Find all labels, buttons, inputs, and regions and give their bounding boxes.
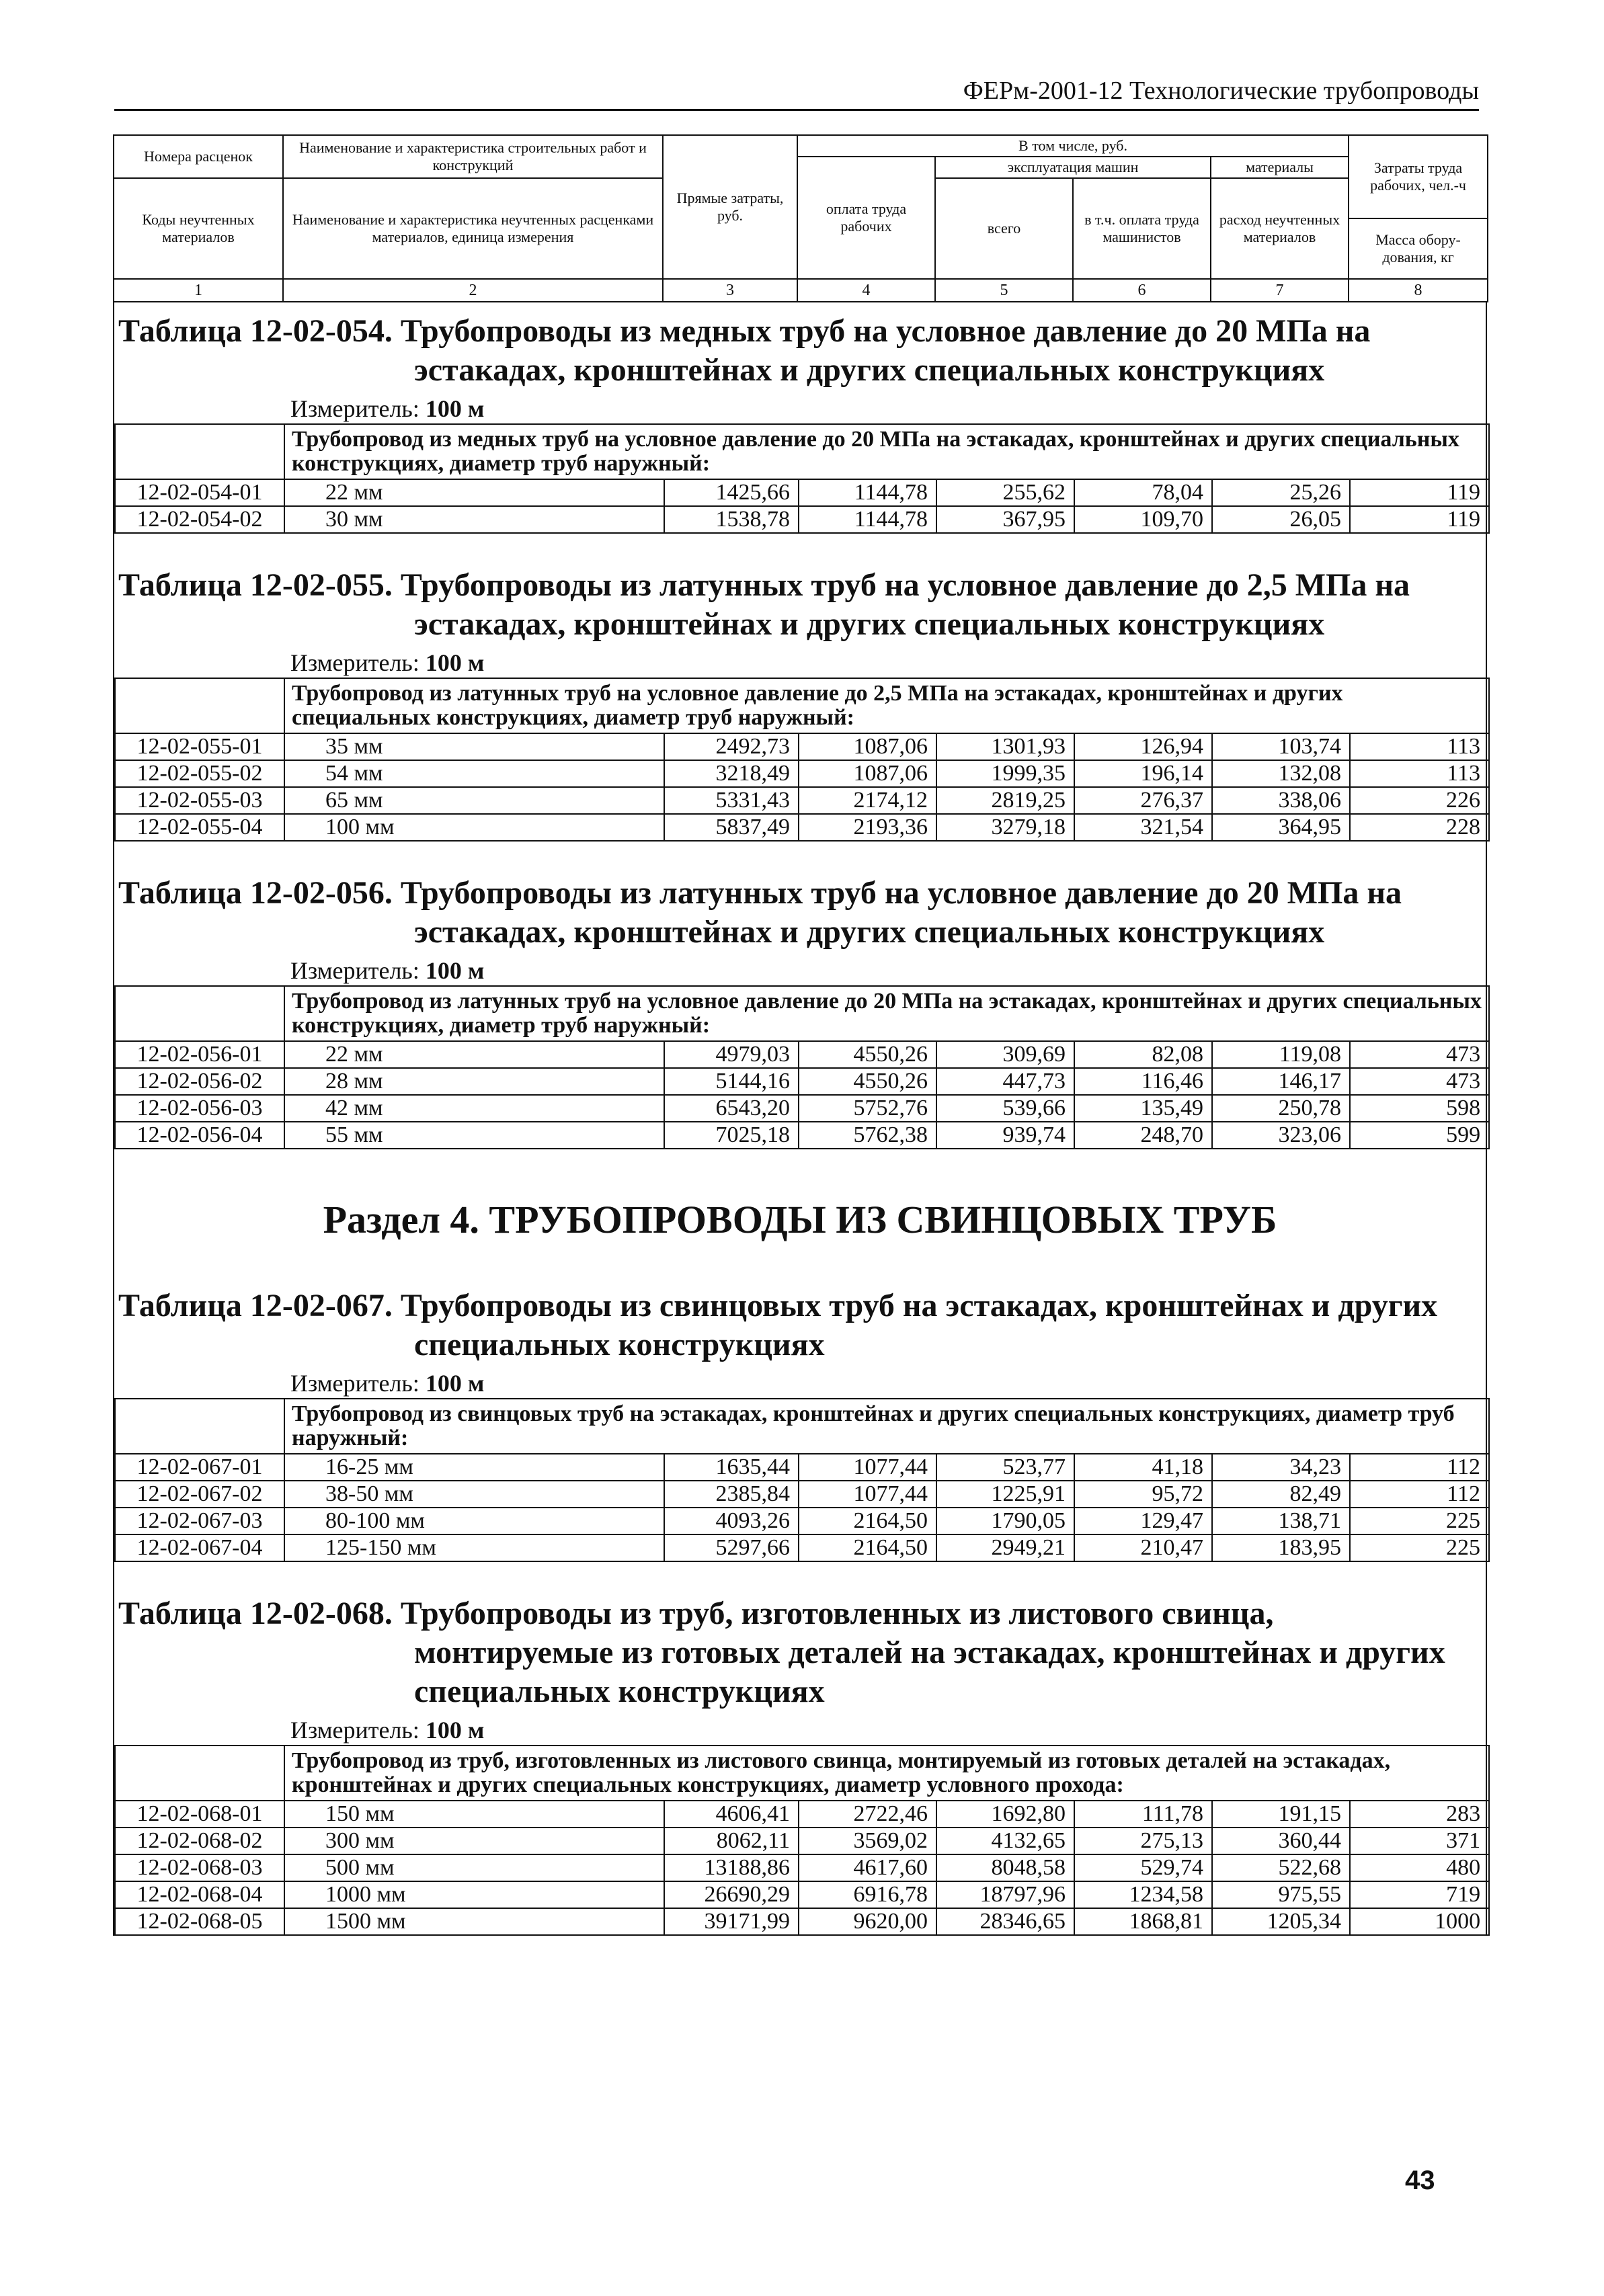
header-labor-costs: Затраты труда рабочих, чел.-ч <box>1349 135 1488 218</box>
cell-work-spec: 1500 мм <box>284 1908 664 1935</box>
header-direct-costs: Прямые затраты, руб. <box>663 135 797 279</box>
cell-rate-code: 12-02-068-02 <box>115 1828 284 1854</box>
cell-machinist-wages: 275,13 <box>1074 1828 1212 1854</box>
cell-machinist-wages: 529,74 <box>1074 1854 1212 1881</box>
table-spacer <box>113 534 1487 557</box>
cell-rate-code: 12-02-055-03 <box>115 787 284 814</box>
cell-labor-hours: 112 <box>1350 1454 1489 1481</box>
cell-direct-costs: 1425,66 <box>664 479 799 506</box>
measure-unit-label: Измеритель: <box>290 649 419 676</box>
header-machines-total: всего <box>935 178 1073 279</box>
cell-labor-hours: 113 <box>1350 760 1489 787</box>
intro-empty-cell <box>115 1399 284 1454</box>
cell-work-spec: 100 мм <box>284 814 664 841</box>
table-row <box>115 1854 1489 1881</box>
cell-worker-wages: 2164,50 <box>799 1508 936 1534</box>
header-material-names: Наименование и характеристика неучтенных расценками материалов, единица измерения <box>283 178 663 279</box>
cell-direct-costs: 5837,49 <box>664 814 799 841</box>
cell-rate-code: 12-02-068-01 <box>115 1801 284 1828</box>
cell-machines-total: 3279,18 <box>936 814 1074 841</box>
table-intro-row <box>115 1746 1489 1801</box>
rate-table-block <box>113 557 1487 842</box>
cell-machines-total: 1790,05 <box>936 1508 1074 1534</box>
cell-materials-cost: 25,26 <box>1212 479 1350 506</box>
cell-direct-costs: 2492,73 <box>664 733 799 760</box>
cell-labor-hours: 225 <box>1350 1534 1489 1561</box>
cell-rate-code: 12-02-055-04 <box>115 814 284 841</box>
header-equipment-mass: Масса обору-дования, кг <box>1349 218 1488 279</box>
cell-direct-costs: 4093,26 <box>664 1508 799 1534</box>
table-title-line: Трубопроводы из свинцовых труб на эстакадах, кронштейнах и других <box>400 1288 1438 1323</box>
table-row <box>115 506 1489 533</box>
cell-labor-hours: 480 <box>1350 1854 1489 1881</box>
cell-work-spec: 22 мм <box>284 479 664 506</box>
cell-worker-wages: 5762,38 <box>799 1122 936 1149</box>
cell-direct-costs: 6543,20 <box>664 1095 799 1122</box>
measure-unit-value: 100 м <box>425 1717 485 1744</box>
cell-materials-cost: 82,49 <box>1212 1481 1350 1508</box>
table-intro-row <box>115 424 1489 479</box>
cell-machinist-wages: 109,70 <box>1074 506 1212 533</box>
header-work-name: Наименование и характеристика строительных работ и конструкций <box>283 135 663 178</box>
cell-work-spec: 500 мм <box>284 1854 664 1881</box>
table-title-line: эстакадах, кронштейнах и других специальных конструкциях <box>414 352 1325 388</box>
cell-rate-code: 12-02-067-04 <box>115 1534 284 1561</box>
cell-machines-total: 255,62 <box>936 479 1074 506</box>
column-number: 2 <box>283 279 663 302</box>
cell-work-spec: 42 мм <box>284 1095 664 1122</box>
column-header-table <box>113 134 1488 302</box>
cell-work-spec: 28 мм <box>284 1068 664 1095</box>
measure-unit-label: Измеритель: <box>290 395 419 422</box>
cell-materials-cost: 323,06 <box>1212 1122 1350 1149</box>
cell-direct-costs: 3218,49 <box>664 760 799 787</box>
intro-empty-cell <box>115 424 284 479</box>
cell-worker-wages: 5752,76 <box>799 1095 936 1122</box>
cell-worker-wages: 1087,06 <box>799 733 936 760</box>
cell-direct-costs: 39171,99 <box>664 1908 799 1935</box>
table-title-line: эстакадах, кронштейнах и других специальных конструкциях <box>414 606 1325 642</box>
table-title <box>114 1277 1486 1368</box>
cell-rate-code: 12-02-068-03 <box>115 1854 284 1881</box>
cell-machines-total: 18797,96 <box>936 1881 1074 1908</box>
cell-machinist-wages: 210,47 <box>1074 1534 1212 1561</box>
cell-work-spec: 35 мм <box>284 733 664 760</box>
table-intro-row <box>115 678 1489 733</box>
cell-machines-total: 539,66 <box>936 1095 1074 1122</box>
cell-labor-hours: 473 <box>1350 1041 1489 1068</box>
measure-unit <box>114 1715 1486 1745</box>
cell-labor-hours: 473 <box>1350 1068 1489 1095</box>
measure-unit-label: Измеритель: <box>290 1717 419 1744</box>
cell-rate-code: 12-02-056-04 <box>115 1122 284 1149</box>
intro-empty-cell <box>115 678 284 733</box>
cell-work-spec: 1000 мм <box>284 1881 664 1908</box>
measure-unit-label: Измеритель: <box>290 1370 419 1397</box>
cell-labor-hours: 119 <box>1350 479 1489 506</box>
cell-direct-costs: 2385,84 <box>664 1481 799 1508</box>
cell-materials-cost: 250,78 <box>1212 1095 1350 1122</box>
cell-machines-total: 28346,65 <box>936 1908 1074 1935</box>
cell-rate-code: 12-02-056-03 <box>115 1095 284 1122</box>
cell-materials-cost: 34,23 <box>1212 1454 1350 1481</box>
table-title-line: специальных конструкциях <box>414 1327 825 1362</box>
cell-work-spec: 80-100 мм <box>284 1508 664 1534</box>
cell-machinist-wages: 129,47 <box>1074 1508 1212 1534</box>
cell-machinist-wages: 196,14 <box>1074 760 1212 787</box>
rate-table-block <box>113 1585 1487 1936</box>
cell-materials-cost: 1205,34 <box>1212 1908 1350 1935</box>
cell-machines-total: 309,69 <box>936 1041 1074 1068</box>
cell-machines-total: 4132,65 <box>936 1828 1074 1854</box>
column-number: 8 <box>1349 279 1488 302</box>
cell-machines-total: 523,77 <box>936 1454 1074 1481</box>
intro-empty-cell <box>115 986 284 1041</box>
table-number: Таблица 12-02-055. <box>118 567 393 603</box>
table-row <box>115 1508 1489 1534</box>
cell-work-spec: 125-150 мм <box>284 1534 664 1561</box>
cell-worker-wages: 1144,78 <box>799 479 936 506</box>
cell-rate-code: 12-02-067-01 <box>115 1454 284 1481</box>
cell-direct-costs: 4979,03 <box>664 1041 799 1068</box>
table-intro-text: Трубопровод из свинцовых труб на эстакадах, кронштейнах и других специальных конструкциях, диаметр труб наружный: <box>284 1399 1489 1454</box>
cell-rate-code: 12-02-056-02 <box>115 1068 284 1095</box>
table-intro-text: Трубопровод из медных труб на условное давление до 20 МПа на эстакадах, кронштейнах и других специальных конструкциях, диаметр труб наружный: <box>284 424 1489 479</box>
page-header: ФЕРм-2001-12 Технологические трубопроводы <box>114 74 1479 111</box>
cell-direct-costs: 5297,66 <box>664 1534 799 1561</box>
table-intro-text: Трубопровод из латунных труб на условное давление до 20 МПа на эстакадах, кронштейнах и других специальных конструкциях, диаметр труб наружный: <box>284 986 1489 1041</box>
cell-materials-cost: 119,08 <box>1212 1041 1350 1068</box>
table-intro-row <box>115 1399 1489 1454</box>
cell-direct-costs: 5331,43 <box>664 787 799 814</box>
cell-labor-hours: 719 <box>1350 1881 1489 1908</box>
rate-tables <box>113 302 1487 1936</box>
column-number: 4 <box>797 279 935 302</box>
column-number: 1 <box>114 279 283 302</box>
cell-direct-costs: 8062,11 <box>664 1828 799 1854</box>
cell-materials-cost: 975,55 <box>1212 1881 1350 1908</box>
cell-machines-total: 1225,91 <box>936 1481 1074 1508</box>
cell-materials-cost: 360,44 <box>1212 1828 1350 1854</box>
cell-machines-total: 939,74 <box>936 1122 1074 1149</box>
table-title-line: эстакадах, кронштейнах и других специальных конструкциях <box>414 914 1325 950</box>
column-number: 3 <box>663 279 797 302</box>
column-number: 6 <box>1073 279 1211 302</box>
cell-machinist-wages: 116,46 <box>1074 1068 1212 1095</box>
table-row <box>115 1881 1489 1908</box>
cell-materials-cost: 183,95 <box>1212 1534 1350 1561</box>
cell-materials-cost: 138,71 <box>1212 1508 1350 1534</box>
measure-unit-value: 100 м <box>425 649 485 676</box>
table-title <box>114 557 1486 648</box>
cell-worker-wages: 1077,44 <box>799 1454 936 1481</box>
table-title-line: Трубопроводы из медных труб на условное давление до 20 МПа на <box>400 313 1371 349</box>
table-row <box>115 479 1489 506</box>
cell-work-spec: 65 мм <box>284 787 664 814</box>
cell-worker-wages: 2174,12 <box>799 787 936 814</box>
cell-worker-wages: 1144,78 <box>799 506 936 533</box>
table-spacer <box>113 1562 1487 1585</box>
table-title-line: Трубопроводы из латунных труб на условное давление до 20 МПа на <box>400 875 1402 911</box>
cell-labor-hours: 226 <box>1350 787 1489 814</box>
table-spacer <box>113 842 1487 864</box>
cell-work-spec: 16-25 мм <box>284 1454 664 1481</box>
cell-machinist-wages: 111,78 <box>1074 1801 1212 1828</box>
header-machinist-wages: в т.ч. оплата труда машинистов <box>1073 178 1211 279</box>
rate-table-block <box>113 864 1487 1149</box>
table-number: Таблица 12-02-056. <box>118 875 393 911</box>
measure-unit <box>114 648 1486 678</box>
table-row <box>115 1481 1489 1508</box>
table-row <box>115 760 1489 787</box>
cell-direct-costs: 7025,18 <box>664 1122 799 1149</box>
cell-machines-total: 1999,35 <box>936 760 1074 787</box>
table-number: Таблица 12-02-054. <box>118 313 393 349</box>
header-materials: материалы <box>1211 157 1349 178</box>
cell-worker-wages: 4550,26 <box>799 1068 936 1095</box>
cell-rate-code: 12-02-054-02 <box>115 506 284 533</box>
cell-machinist-wages: 1234,58 <box>1074 1881 1212 1908</box>
rate-table <box>114 1745 1490 1936</box>
cell-materials-cost: 132,08 <box>1212 760 1350 787</box>
cell-worker-wages: 3569,02 <box>799 1828 936 1854</box>
cell-machines-total: 1301,93 <box>936 733 1074 760</box>
measure-unit-value: 100 м <box>425 395 485 422</box>
cell-rate-code: 12-02-055-02 <box>115 760 284 787</box>
cell-rate-code: 12-02-067-03 <box>115 1508 284 1534</box>
cell-labor-hours: 598 <box>1350 1095 1489 1122</box>
cell-materials-cost: 364,95 <box>1212 814 1350 841</box>
cell-materials-cost: 146,17 <box>1212 1068 1350 1095</box>
cell-machinist-wages: 276,37 <box>1074 787 1212 814</box>
table-title <box>114 864 1486 956</box>
header-worker-wages: оплата труда рабочих <box>797 157 935 279</box>
table-title-line: Трубопроводы из латунных труб на условное давление до 2,5 МПа на <box>400 567 1410 603</box>
cell-work-spec: 150 мм <box>284 1801 664 1828</box>
table-title <box>114 302 1486 394</box>
cell-worker-wages: 2193,36 <box>799 814 936 841</box>
cell-labor-hours: 599 <box>1350 1122 1489 1149</box>
table-row <box>115 1534 1489 1561</box>
cell-materials-cost: 103,74 <box>1212 733 1350 760</box>
cell-work-spec: 300 мм <box>284 1828 664 1854</box>
cell-work-spec: 55 мм <box>284 1122 664 1149</box>
cell-work-spec: 38-50 мм <box>284 1481 664 1508</box>
table-intro-text: Трубопровод из труб, изготовленных из листового свинца, монтируемый из готовых деталей на эстакадах, кронштейнах и других специальных конструкциях, диаметр условного прохода: <box>284 1746 1489 1801</box>
cell-materials-cost: 191,15 <box>1212 1801 1350 1828</box>
table-row <box>115 1828 1489 1854</box>
cell-worker-wages: 6916,78 <box>799 1881 936 1908</box>
table-row <box>115 1068 1489 1095</box>
cell-labor-hours: 228 <box>1350 814 1489 841</box>
table-intro-text: Трубопровод из латунных труб на условное давление до 2,5 МПа на эстакадах, кронштейнах и других специальных конструкциях, диаметр труб наружный: <box>284 678 1489 733</box>
table-number: Таблица 12-02-068. <box>118 1596 393 1631</box>
rate-table <box>114 985 1490 1149</box>
table-intro-row <box>115 986 1489 1041</box>
cell-direct-costs: 1538,78 <box>664 506 799 533</box>
cell-rate-code: 12-02-068-05 <box>115 1908 284 1935</box>
table-title-line: монтируемые из готовых деталей на эстакадах, кронштейнах и других <box>414 1635 1445 1670</box>
measure-unit-label: Измеритель: <box>290 957 419 984</box>
cell-labor-hours: 225 <box>1350 1508 1489 1534</box>
intro-empty-cell <box>115 1746 284 1801</box>
cell-labor-hours: 1000 <box>1350 1908 1489 1935</box>
cell-worker-wages: 9620,00 <box>799 1908 936 1935</box>
table-row <box>115 1095 1489 1122</box>
cell-machines-total: 8048,58 <box>936 1854 1074 1881</box>
measure-unit <box>114 394 1486 423</box>
cell-machines-total: 2819,25 <box>936 787 1074 814</box>
table-row <box>115 1122 1489 1149</box>
table-row <box>115 787 1489 814</box>
cell-worker-wages: 2722,46 <box>799 1801 936 1828</box>
column-number: 5 <box>935 279 1073 302</box>
table-number: Таблица 12-02-067. <box>118 1288 393 1323</box>
cell-labor-hours: 113 <box>1350 733 1489 760</box>
rate-table-block <box>113 1277 1487 1562</box>
cell-worker-wages: 2164,50 <box>799 1534 936 1561</box>
cell-machines-total: 2949,21 <box>936 1534 1074 1561</box>
measure-unit-value: 100 м <box>425 1370 485 1397</box>
table-row <box>115 1454 1489 1481</box>
cell-materials-cost: 338,06 <box>1212 787 1350 814</box>
cell-work-spec: 54 мм <box>284 760 664 787</box>
cell-machines-total: 367,95 <box>936 506 1074 533</box>
cell-machinist-wages: 248,70 <box>1074 1122 1212 1149</box>
document-body <box>113 134 1487 1936</box>
cell-machinist-wages: 135,49 <box>1074 1095 1212 1122</box>
rate-table <box>114 678 1490 842</box>
cell-machinist-wages: 78,04 <box>1074 479 1212 506</box>
cell-worker-wages: 4550,26 <box>799 1041 936 1068</box>
cell-machinist-wages: 1868,81 <box>1074 1908 1212 1935</box>
cell-worker-wages: 4617,60 <box>799 1854 936 1881</box>
table-title-line: Трубопроводы из труб, изготовленных из листового свинца, <box>400 1596 1274 1631</box>
cell-direct-costs: 1635,44 <box>664 1454 799 1481</box>
table-title <box>114 1585 1486 1715</box>
cell-machinist-wages: 321,54 <box>1074 814 1212 841</box>
cell-machines-total: 1692,80 <box>936 1801 1074 1828</box>
table-spacer <box>113 1149 1487 1156</box>
cell-rate-code: 12-02-067-02 <box>115 1481 284 1508</box>
cell-labor-hours: 371 <box>1350 1828 1489 1854</box>
measure-unit <box>114 956 1486 985</box>
cell-worker-wages: 1087,06 <box>799 760 936 787</box>
cell-materials-cost: 522,68 <box>1212 1854 1350 1881</box>
measure-unit <box>114 1368 1486 1398</box>
cell-machinist-wages: 126,94 <box>1074 733 1212 760</box>
cell-machinist-wages: 41,18 <box>1074 1454 1212 1481</box>
cell-work-spec: 22 мм <box>284 1041 664 1068</box>
cell-direct-costs: 4606,41 <box>664 1801 799 1828</box>
page-number: 43 <box>1405 2166 1435 2195</box>
header-rate-numbers: Номера расценок <box>114 135 283 178</box>
table-row <box>115 1801 1489 1828</box>
cell-direct-costs: 13188,86 <box>664 1854 799 1881</box>
cell-work-spec: 30 мм <box>284 506 664 533</box>
table-row <box>115 814 1489 841</box>
table-row <box>115 733 1489 760</box>
header-including: В том числе, руб. <box>797 135 1349 157</box>
cell-labor-hours: 112 <box>1350 1481 1489 1508</box>
cell-direct-costs: 5144,16 <box>664 1068 799 1095</box>
header-machines: эксплуатация машин <box>935 157 1211 178</box>
header-material-codes: Коды неучтенных материалов <box>114 178 283 279</box>
table-row <box>115 1041 1489 1068</box>
cell-materials-cost: 26,05 <box>1212 506 1350 533</box>
cell-rate-code: 12-02-054-01 <box>115 479 284 506</box>
cell-worker-wages: 1077,44 <box>799 1481 936 1508</box>
rate-table-block <box>113 302 1487 534</box>
cell-labor-hours: 119 <box>1350 506 1489 533</box>
rate-table <box>114 1398 1490 1562</box>
header-material-consumption: расход неучтенных материалов <box>1211 178 1349 279</box>
cell-machines-total: 447,73 <box>936 1068 1074 1095</box>
cell-rate-code: 12-02-055-01 <box>115 733 284 760</box>
cell-labor-hours: 283 <box>1350 1801 1489 1828</box>
column-number: 7 <box>1211 279 1349 302</box>
table-title-line: специальных конструкциях <box>414 1674 825 1709</box>
rate-table <box>114 423 1490 534</box>
cell-rate-code: 12-02-068-04 <box>115 1881 284 1908</box>
table-row <box>115 1908 1489 1935</box>
cell-rate-code: 12-02-056-01 <box>115 1041 284 1068</box>
cell-machinist-wages: 82,08 <box>1074 1041 1212 1068</box>
cell-direct-costs: 26690,29 <box>664 1881 799 1908</box>
section-title: Раздел 4. ТРУБОПРОВОДЫ ИЗ СВИНЦОВЫХ ТРУБ <box>113 1156 1487 1277</box>
measure-unit-value: 100 м <box>425 957 485 984</box>
cell-machinist-wages: 95,72 <box>1074 1481 1212 1508</box>
